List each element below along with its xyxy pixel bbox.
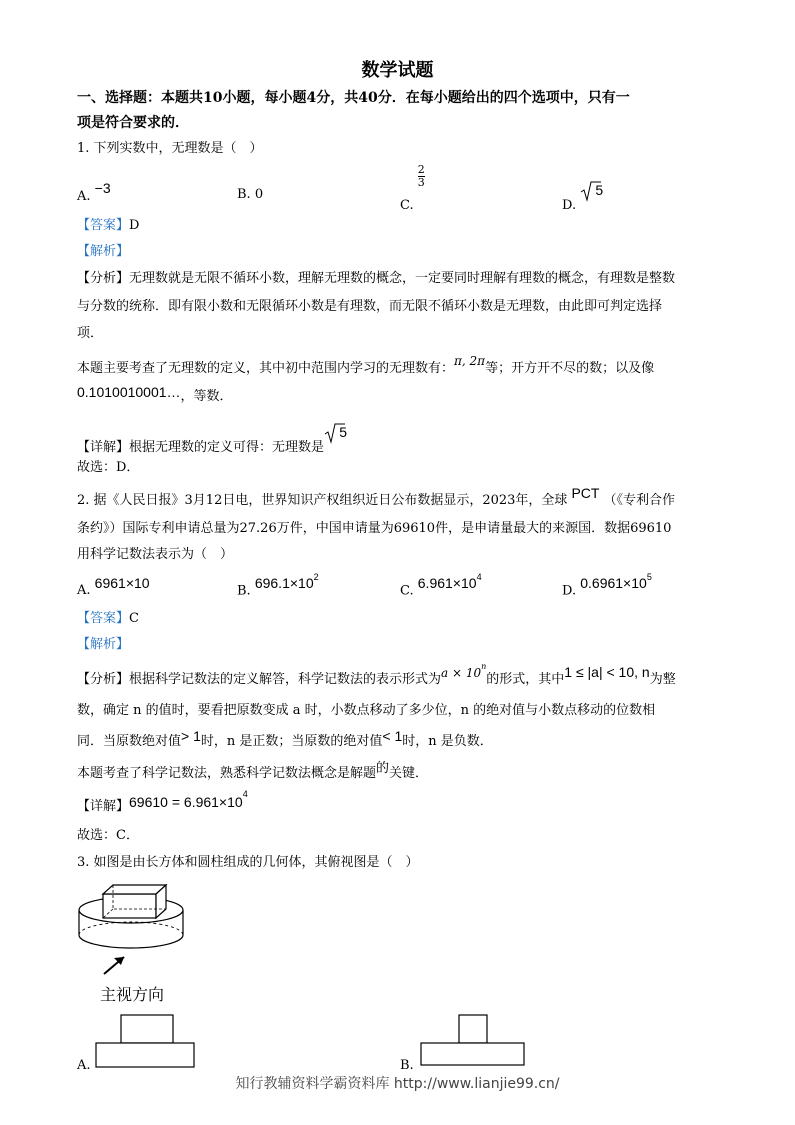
detail-tag: 【详解】 — [77, 799, 130, 814]
option-value: 696.1×10 — [254, 575, 314, 592]
note-text: 本题考查了科学记数法，熟悉科学记数法概念是解题 — [77, 766, 377, 781]
denominator: 3 — [417, 176, 425, 189]
detail-formula: 69610 = 6.961×10 — [129, 794, 243, 810]
option-label: D. — [562, 583, 577, 599]
analysis-range: 1 ≤ |a| < 10, n — [564, 664, 650, 680]
q1-stem: 1. 下列实数中，无理数是（ ） — [77, 141, 263, 156]
page-title: 数学试题 — [361, 60, 434, 81]
option-label: A. — [77, 583, 91, 598]
analysis-text: 时，n 是负数． — [402, 734, 493, 749]
q2-stem-line3: 用科学记数法表示为（ ） — [77, 547, 234, 562]
q1-detail — [77, 420, 362, 455]
option-value: 6.961×10 — [417, 575, 477, 592]
analysis-text: 同．当原数绝对值 — [77, 734, 182, 749]
q1-analysis-line2: 与分数的统称．即有限小数和无限循环小数是有理数，而无限不循环小数是无理数，由此即可判定选择 — [77, 299, 663, 314]
q2-answer — [77, 607, 139, 626]
q1-option-d — [562, 176, 614, 213]
answer-value: D — [129, 218, 140, 233]
q3-stem: 3. 如图是由长方体和圆柱组成的几何体，其俯视图是（ ） — [77, 855, 419, 870]
q2-detail — [77, 788, 248, 814]
numerator: 2 — [417, 163, 425, 176]
note-end: ，等数． — [180, 389, 233, 404]
radicand: 5 — [595, 182, 604, 198]
option-exponent: 4 — [476, 572, 482, 582]
option-value: 6961×10 — [94, 575, 150, 591]
q2-stem-line1 — [77, 485, 675, 508]
q1-analysis-line3: 项． — [77, 326, 104, 341]
q3-solid-figure — [76, 880, 206, 976]
option-exponent: 2 — [313, 572, 319, 582]
q3-option-a-figure — [95, 1014, 195, 1072]
view-direction-arrow-icon — [100, 952, 130, 978]
analysis-formula: a × 10 — [441, 666, 482, 680]
q2-analysis-line3 — [77, 730, 493, 749]
section-header-line2: 项是符合要求的． — [77, 115, 189, 131]
detail-exp: 4 — [242, 788, 248, 799]
analysis-formula-exp: n — [481, 661, 487, 671]
q1-jiexi: 【解析】 — [77, 244, 130, 259]
note-text: 关键． — [389, 766, 429, 781]
answer-tag: 【答案】 — [77, 611, 130, 626]
option-exponent: 5 — [646, 572, 652, 582]
q1-option-b — [237, 187, 263, 202]
answer-value: C — [129, 611, 139, 626]
footer-watermark: 知行教辅资料学霸资料库 http://www.lianjie99.cn/ — [235, 1076, 560, 1092]
q2-stem-line2: 条约》）国际专利申请总量为27.26万件，中国申请量为69610件，是申请量最大的来源国．数据69610 — [77, 521, 672, 536]
option-label: B. — [237, 583, 251, 599]
q1-option-c — [400, 163, 425, 213]
note-de: 的 — [376, 761, 390, 776]
q2-option-a — [77, 575, 150, 598]
analysis-text: 的形式，其中 — [486, 672, 565, 687]
analysis-lt: < 1 — [382, 728, 403, 744]
fraction — [418, 164, 425, 189]
note-pi: π, 2π — [454, 354, 486, 368]
q1-choose: 故选：D． — [77, 460, 140, 475]
option-label: A. — [77, 189, 91, 204]
q1-analysis-line1: 【分析】无理数就是无限不循环小数，理解无理数的概念，一定要同时理解有理数的概念，有理数是整数 — [77, 271, 676, 286]
q2-choose: 故选：C． — [77, 828, 139, 843]
q2-analysis-line2: 数，确定 n 的值时，要看把原数变成 a 时，小数点移动了多少位，n 的绝对值与小数点移动的位数相 — [77, 703, 656, 718]
q1-answer — [77, 214, 139, 233]
q2-analysis-line1 — [77, 661, 676, 687]
note-text: 等；开方开不尽的数；以及像 — [485, 361, 655, 376]
option-label: B. — [237, 187, 251, 202]
analysis-gt: > 1 — [181, 728, 201, 744]
option-label: C. — [400, 583, 414, 599]
q3-view-label: 主视方向 — [100, 985, 165, 1004]
analysis-text: 为整 — [649, 672, 676, 687]
note-decimal: 0.1010010001… — [77, 384, 181, 400]
q2-option-c — [400, 572, 482, 599]
analysis-text: 时，n 是正数；当原数的绝对值 — [200, 734, 383, 749]
analysis-text: 【分析】根据科学记数法的定义解答，科学记数法的表示形式为 — [77, 672, 442, 687]
q3-option-b-label: B. — [400, 1058, 414, 1073]
stem-text: 2. 据《人民日报》3月12日电，世界知识产权组织近日公布数据显示，2023年，全球 — [77, 493, 568, 508]
q2-option-b — [237, 572, 319, 599]
q1-option-a — [77, 180, 111, 204]
q2-option-d — [562, 572, 652, 599]
option-label: C. — [400, 198, 414, 213]
option-label: D. — [562, 198, 577, 213]
radicand: 5 — [339, 424, 348, 440]
q2-note — [77, 762, 428, 781]
stem-text: （《专利合作 — [603, 493, 675, 508]
option-value: −3 — [94, 180, 111, 196]
q3-option-a-label: A. — [77, 1058, 91, 1073]
section-header-line1: 一、选择题：本题共10小题，每小题4分，共40分．在每小题给出的四个选项中，只有一 — [77, 90, 630, 106]
note-text: 本题主要考查了无理数的定义，其中初中范围内学习的无理数有： — [77, 361, 455, 376]
pct-term: PCT — [571, 485, 600, 501]
q2-jiexi: 【解析】 — [77, 637, 130, 652]
q3-option-b-figure — [420, 1014, 526, 1072]
answer-tag: 【答案】 — [77, 218, 130, 233]
option-value: 0 — [254, 187, 264, 202]
detail-text: 【详解】根据无理数的定义可得：无理数是 — [77, 440, 325, 455]
q1-note-line2 — [77, 385, 233, 404]
q1-note — [77, 354, 655, 376]
option-value: 0.6961×10 — [580, 575, 647, 592]
